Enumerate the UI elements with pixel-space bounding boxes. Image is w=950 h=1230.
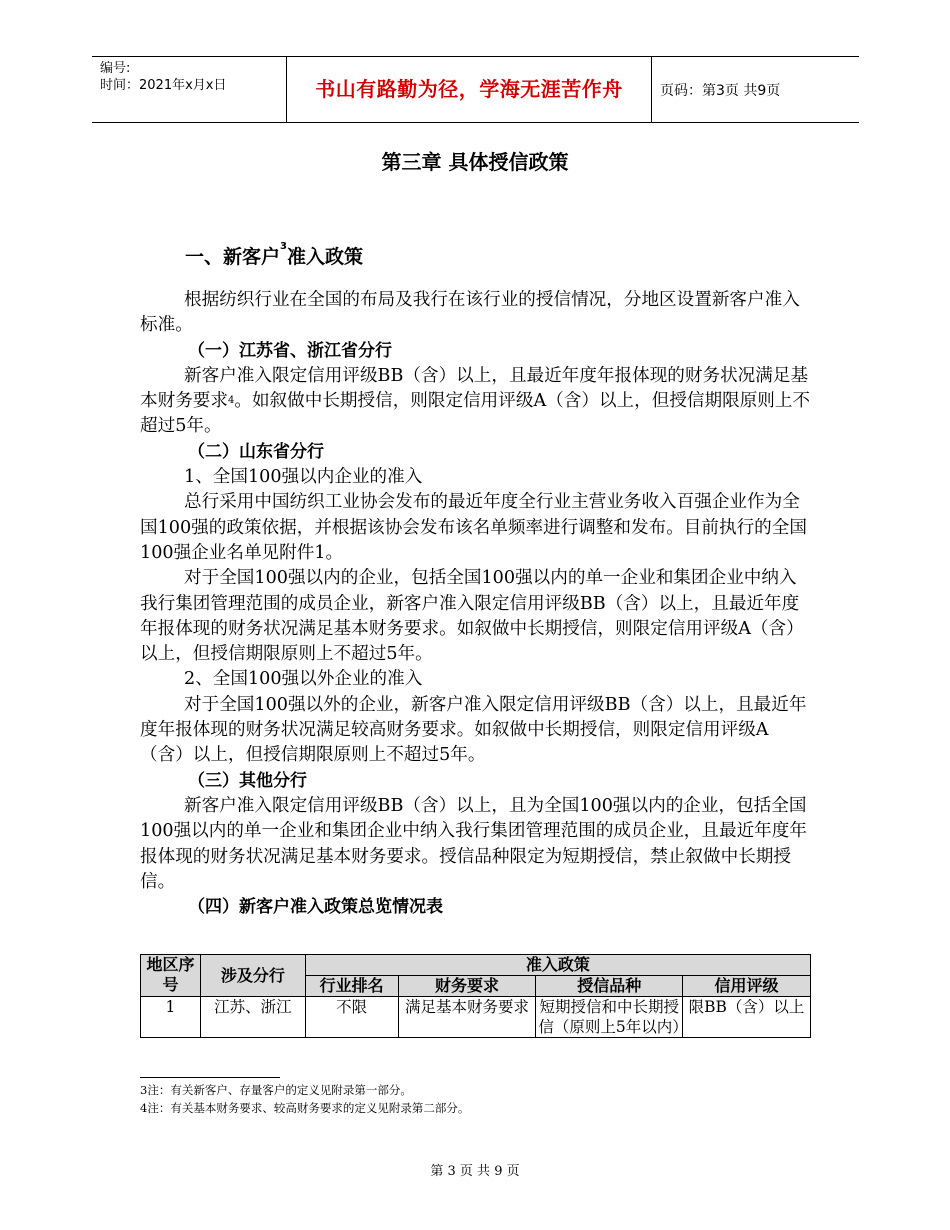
shandong-item-2: 2、全国100强以外企业的准入 <box>184 669 423 690</box>
header-product: 授信品种 <box>536 976 683 997</box>
shandong-paragraph-1: 总行采用中国纺织工业协会发布的最近年度全行业主营业务收入百强企业作为全国100强的政策依据，并根据该协会发布该名单频率进行调整和发布。目前执行的全国100强企业名单见附件1。 <box>140 492 807 563</box>
subheading-overview-table: （四）新客户准入政策总览情况表 <box>188 897 443 918</box>
shandong-item-1: 1、全国100强以内企业的准入 <box>184 467 423 488</box>
header-divider-left <box>286 56 287 122</box>
header-divider-right <box>651 56 652 122</box>
cell-rank: 不限 <box>305 997 398 1038</box>
section-title <box>185 242 363 269</box>
footnote-separator <box>140 1077 280 1078</box>
shandong-paragraph-3: 对于全国100强以外的企业，新客户准入限定信用评级BB（含）以上，且最近年度年报体现的财务状况满足较高财务要求。如叙做中长期授信，则限定信用评级A（含）以上，但授信期限原则上不超过5年。 <box>140 694 807 766</box>
cell-finance: 满足基本财务要求 <box>398 997 536 1038</box>
header-policy: 准入政策 <box>305 955 810 976</box>
table-row <box>141 997 811 1038</box>
cell-no: 1 <box>141 997 201 1038</box>
table-header-row <box>141 955 811 976</box>
document-number-label: 编号: <box>100 61 131 76</box>
footnote-ref-3: 3 <box>280 241 287 252</box>
shandong-paragraph-2: 对于全国100强以内的企业，包括全国100强以内的单一企业和集团企业中纳入我行集团管理范围的成员企业，新客户准入限定信用评级BB（含）以上，且最近年度年报体现的财务状况满足基本财务要求。如叙做中长期授信，则限定信用评级A（含）以上，但授信期限原则上不超过5年。 <box>140 568 804 665</box>
header-page-number: 页码：第3页 共9页 <box>660 83 781 99</box>
header-rank: 行业排名 <box>305 976 398 997</box>
header-finance: 财务要求 <box>398 976 536 997</box>
jiangsu-zhejiang-paragraph <box>140 364 812 440</box>
footnote-4: 4注：有关基本财务要求、较高财务要求的定义见附录第二部分。 <box>140 1101 470 1115</box>
subheading-shandong: （二）山东省分行 <box>188 441 324 462</box>
subheading-other-branches: （三）其他分行 <box>188 770 307 791</box>
new-client-policy-table <box>140 954 811 1038</box>
header-top-rule <box>92 56 859 57</box>
page-footer: 第 3 页 共 9 页 <box>430 1164 520 1179</box>
header-bottom-rule <box>92 122 859 123</box>
subheading-jiangsu-zhejiang: （一）江苏省、浙江省分行 <box>188 340 392 361</box>
cell-rating: 限BB（含）以上 <box>683 997 811 1038</box>
header-motto: 书山有路勤为径，学海无涯苦作舟 <box>315 77 623 101</box>
header-branch: 涉及分行 <box>200 955 305 997</box>
section-title-tail: 准入政策 <box>286 246 363 268</box>
header-region-no: 地区序号 <box>141 955 201 997</box>
cell-branch: 江苏、浙江 <box>200 997 305 1038</box>
jz-paragraph-part-b: 。如叙做中长期授信，则限定信用评级A（含）以上，但授信期限原则上不超过5年。 <box>140 391 811 437</box>
intro-paragraph: 根据纺织行业在全国的布局及我行在该行业的授信情况，分地区设置新客户准入标准。 <box>140 290 800 336</box>
footnote-3: 3注：有关新客户、存量客户的定义见附录第一部分。 <box>140 1083 412 1097</box>
jz-paragraph-part-a: 新客户准入限定信用评级BB（含）以上，且最近年度年报体现的财务状况满足基本财务要求 <box>140 365 809 412</box>
section-title-head: 一、新客户 <box>185 246 281 268</box>
header-meta <box>100 60 226 94</box>
chapter-title: 第三章 具体授信政策 <box>381 150 569 174</box>
footnote-ref-4: 4 <box>227 395 235 407</box>
other-branches-paragraph: 新客户准入限定信用评级BB（含）以上，且为全国100强以内的企业，包括全国100强以内的单一企业和集团企业中纳入我行集团管理范围的成员企业，且最近年度年报体现的财务状况满足基本财务要求。授信品种限定为短期授信，禁止叙做中长期授信。 <box>140 795 807 892</box>
document-body <box>140 288 812 920</box>
document-time-label: 时间：2021年x月x日 <box>100 78 227 93</box>
cell-product: 短期授信和中长期授信（原则上5年以内） <box>536 997 683 1038</box>
header-rating: 信用评级 <box>683 976 811 997</box>
